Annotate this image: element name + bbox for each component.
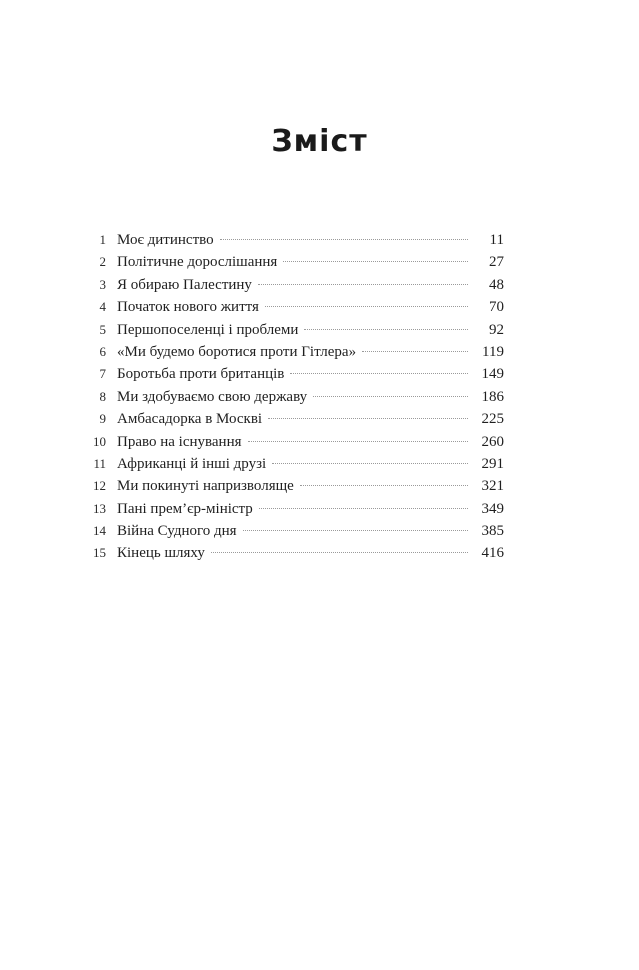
toc-entry (88, 453, 504, 475)
dot-leader (243, 530, 468, 531)
dot-leader (283, 261, 468, 262)
page-number: 416 (481, 545, 504, 562)
chapter-title: Кінець шляху (117, 545, 205, 562)
chapter-title: Початок нового життя (117, 299, 259, 316)
toc-entry (88, 386, 504, 408)
toc-entry (88, 542, 504, 564)
chapter-number: 7 (99, 366, 106, 382)
page-number: 291 (481, 455, 504, 472)
dot-leader (304, 329, 468, 330)
page-number: 260 (481, 433, 504, 450)
dot-leader (258, 284, 468, 285)
dot-leader (265, 306, 468, 307)
toc-entry (88, 341, 504, 363)
chapter-title: «Ми будемо боротися проти Гітлера» (117, 343, 357, 360)
dot-leader (272, 463, 468, 464)
page-number: 349 (481, 500, 504, 517)
chapter-number: 1 (99, 232, 106, 247)
dot-leader (268, 418, 468, 419)
page-number: 149 (481, 366, 504, 383)
chapter-number: 3 (99, 276, 106, 292)
chapter-number: 10 (93, 433, 106, 449)
toc-entry (88, 229, 504, 251)
toc-entry (88, 475, 504, 497)
chapter-number: 4 (99, 299, 106, 315)
chapter-title: Моє дитинство (117, 232, 214, 248)
dot-leader (313, 396, 468, 397)
chapter-title: Африканці й інші друзі (117, 455, 267, 472)
chapter-title: Війна Судного дня (117, 523, 237, 540)
page-number: 186 (481, 388, 504, 405)
chapter-title: Пані прем’єр-міністр (117, 500, 253, 517)
toc-entry (88, 251, 504, 273)
toc-entry (88, 274, 504, 296)
chapter-number: 11 (93, 455, 106, 471)
toc-entry (88, 408, 504, 430)
table-of-contents (88, 229, 504, 565)
toc-entry (88, 431, 504, 453)
chapter-number: 5 (99, 321, 106, 337)
chapter-number: 13 (93, 500, 106, 516)
chapter-title: Боротьба проти британців (117, 366, 285, 383)
page-number: 92 (489, 321, 504, 338)
chapter-title: Амбасадорка в Москві (117, 411, 263, 428)
chapter-title: Ми покинуті напризволяще (117, 478, 294, 495)
chapter-title: Право на існування (117, 433, 242, 450)
page-title: Зміст (271, 124, 368, 160)
chapter-number: 6 (99, 343, 106, 359)
toc-entry (88, 363, 504, 385)
dot-leader (248, 441, 468, 442)
page-number: 385 (481, 523, 504, 540)
page-number: 225 (481, 411, 504, 428)
page-number: 321 (481, 478, 504, 495)
toc-entry (88, 520, 504, 542)
dot-leader (362, 351, 468, 352)
toc-entry (88, 296, 504, 318)
dot-leader (300, 485, 468, 486)
chapter-number: 15 (93, 545, 106, 561)
dot-leader (259, 508, 468, 509)
chapter-number: 9 (99, 411, 106, 427)
page-number: 11 (489, 232, 504, 248)
chapter-number: 14 (93, 523, 106, 539)
dot-leader (220, 239, 468, 240)
page-number: 70 (489, 299, 504, 316)
chapter-number: 8 (99, 388, 106, 404)
dot-leader (290, 373, 468, 374)
dot-leader (211, 552, 468, 553)
toc-entry (88, 319, 504, 341)
chapter-number: 12 (93, 478, 106, 494)
chapter-number: 2 (99, 254, 106, 270)
page-number: 119 (482, 343, 504, 360)
chapter-title: Політичне дорослішання (117, 254, 278, 271)
chapter-title: Першопоселенці і проблеми (117, 321, 299, 338)
page-number: 48 (489, 276, 504, 293)
toc-entry (88, 498, 504, 520)
page-number: 27 (489, 254, 504, 271)
chapter-title: Ми здобуваємо свою державу (117, 388, 308, 405)
chapter-title: Я обираю Палестину (117, 276, 252, 293)
